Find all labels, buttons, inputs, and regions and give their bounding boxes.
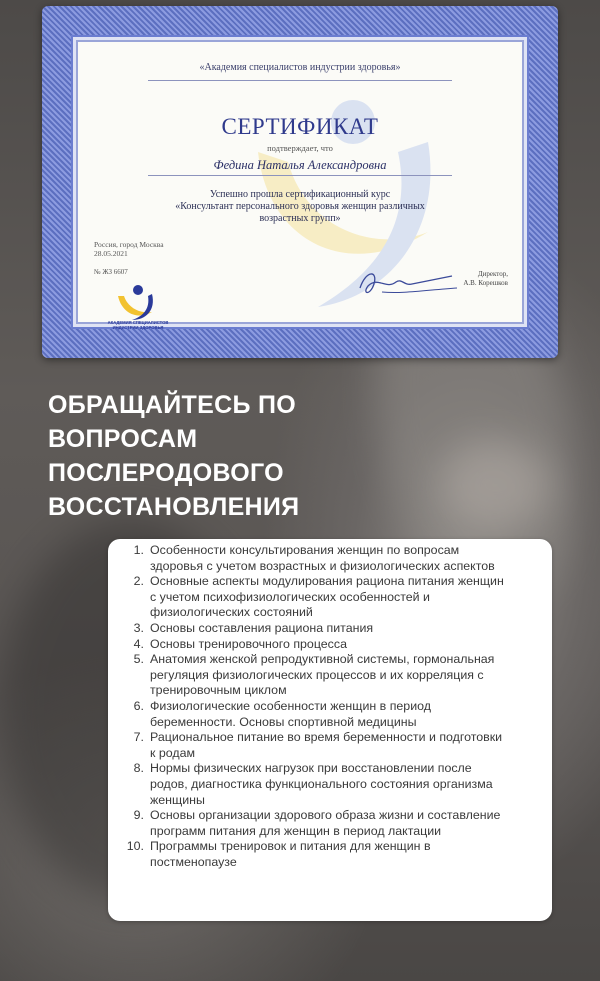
certificate-name-underline xyxy=(148,175,452,176)
list-item-text xyxy=(150,730,538,761)
list-item xyxy=(120,839,538,870)
headline-line: ОБРАЩАЙТЕСЬ ПО xyxy=(48,391,296,419)
certificate-image xyxy=(42,6,558,358)
certificate-course xyxy=(158,189,442,225)
list-item-line: Основы тренировочного процесса xyxy=(150,636,347,651)
list-item-number: 7. xyxy=(133,730,144,745)
logo-line: ИНДУСТРИИ ЗДОРОВЬЯ xyxy=(112,325,164,330)
list-item-line: Рациональное питание во время беременности и подготовки xyxy=(150,730,503,745)
certificate-director xyxy=(438,270,508,288)
certificate-divider xyxy=(148,80,452,81)
list-item xyxy=(120,637,538,653)
list-item-text xyxy=(150,761,538,808)
certificate-number: № ЖЗ 6607 xyxy=(94,268,128,276)
certificate-place-date xyxy=(94,240,214,258)
director-name: А.В. Корешков xyxy=(463,279,508,287)
list-item xyxy=(120,652,538,699)
list-item-line: тренировочным циклом xyxy=(150,683,287,698)
director-title: Директор, xyxy=(477,270,508,278)
list-item-line: программ питания для женщин в период лактации xyxy=(150,823,442,838)
headline-line: ВОПРОСАМ xyxy=(48,425,198,453)
list-item-text xyxy=(150,543,538,574)
list-item-line: беременности. Основы спортивной медицины xyxy=(150,714,417,729)
logo-line: АКАДЕМИЯ СПЕЦИАЛИСТОВ xyxy=(107,320,169,325)
background-blur-baby-foot xyxy=(440,440,550,530)
list-item-line: женщины xyxy=(150,792,205,807)
list-item-text xyxy=(150,621,538,637)
list-item-text xyxy=(150,808,538,839)
list-item-line: регуляция физиологических процессов и их корреляция с xyxy=(150,667,484,682)
list-item-text xyxy=(150,637,538,653)
academy-logo-icon xyxy=(102,282,172,322)
list-item-line: Физиологические особенности женщин в период xyxy=(150,698,431,713)
list-item xyxy=(120,808,538,839)
list-item-number: 2. xyxy=(133,574,144,589)
list-item xyxy=(120,621,538,637)
list-item-number: 5. xyxy=(133,652,144,667)
list-item-number: 9. xyxy=(133,808,144,823)
list-item-line: Программы тренировок и питания для женщин в xyxy=(150,839,431,854)
list-item-number: 10. xyxy=(126,839,144,854)
list-item xyxy=(120,730,538,761)
list-item-line: с учетом психофизиологических особенностей и xyxy=(150,589,430,604)
list-item-text xyxy=(150,699,538,730)
list-item-line: физиологических состояний xyxy=(150,605,313,620)
list-item-line: Особенности консультирования женщин по вопросам xyxy=(150,543,460,557)
course-line: возрастных групп» xyxy=(259,213,341,224)
headline-line: ПОСЛЕРОДОВОГО xyxy=(48,459,284,487)
list-item-line: Основы составления рациона питания xyxy=(150,620,374,635)
certificate-title: СЕРТИФИКАТ xyxy=(221,114,379,139)
list-item-text xyxy=(150,839,538,870)
list-item xyxy=(120,574,538,621)
certificate-holder-name: Федина Наталья Александровна xyxy=(213,158,387,172)
headline-line: ВОССТАНОВЛЕНИЯ xyxy=(48,493,300,521)
list-item-line: постменопаузе xyxy=(150,854,237,869)
certificate-place: Россия, город Москва xyxy=(94,240,164,249)
certificate-academy: «Академия специалистов индустрии здоровья» xyxy=(199,62,401,73)
list-item-line: Нормы физических нагрузок при восстановлении после xyxy=(150,761,472,776)
list-item-line: здоровья с учетом возрастных и физиологических аспектов xyxy=(150,558,495,573)
topics-list xyxy=(108,539,552,870)
list-item-number: 8. xyxy=(133,761,144,776)
headline xyxy=(48,388,368,524)
list-item-text xyxy=(150,574,538,621)
certificate-confirms: подтверждает, что xyxy=(267,143,333,153)
list-item-line: Основные аспекты модулирования рациона питания женщин xyxy=(150,574,504,589)
list-item xyxy=(120,699,538,730)
list-item-number: 1. xyxy=(133,543,144,557)
topics-card xyxy=(108,539,552,921)
list-item-line: Анатомия женской репродуктивной системы, гормональная xyxy=(150,652,495,667)
list-item-number: 3. xyxy=(133,620,144,635)
course-line: «Консультант персонального здоровья женщин различных xyxy=(175,201,425,212)
course-line: Успешно прошла сертификационный курс xyxy=(209,189,391,200)
certificate-date: 28.05.2021 xyxy=(94,249,128,258)
list-item-text xyxy=(150,652,538,699)
list-item xyxy=(120,543,538,574)
academy-logo-text xyxy=(98,320,178,330)
list-item-line: Основы организации здорового образа жизни и составление xyxy=(150,808,501,823)
list-item xyxy=(120,761,538,808)
list-item-line: родов, диагностика функционального состояния организма xyxy=(150,776,493,791)
list-item-number: 4. xyxy=(133,636,144,651)
certificate-sheet xyxy=(76,40,524,330)
list-item-number: 6. xyxy=(133,698,144,713)
list-item-line: к родам xyxy=(150,745,196,760)
